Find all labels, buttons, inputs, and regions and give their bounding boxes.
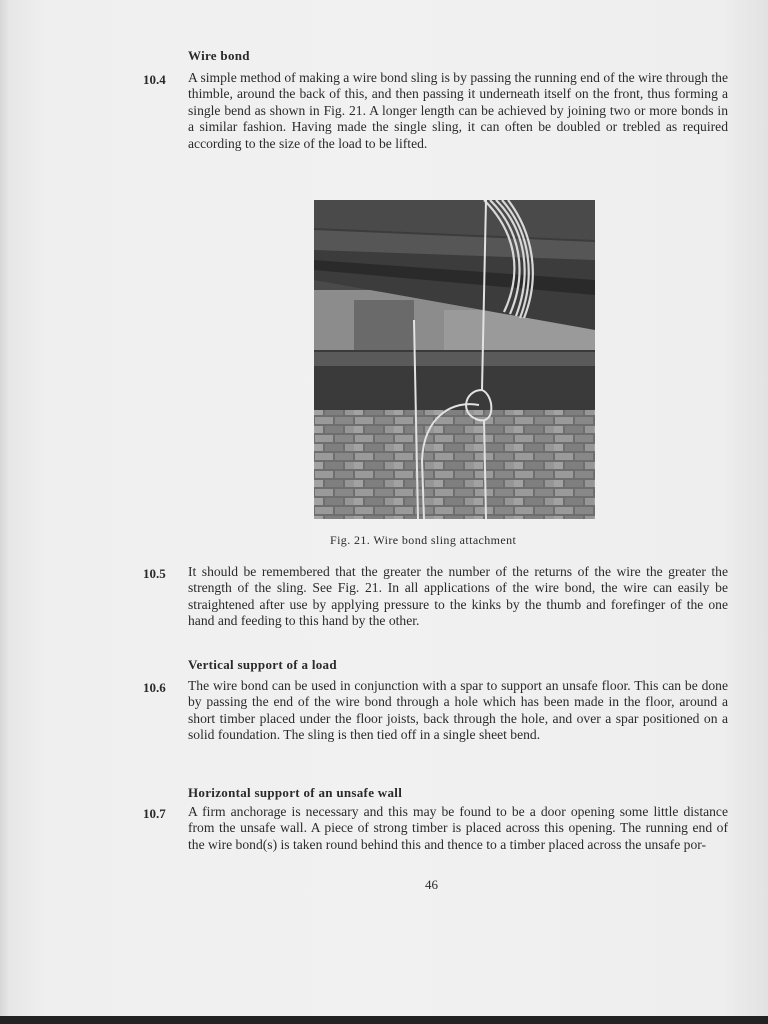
paragraph-text: The wire bond can be used in conjunction with a spar to support an unsafe floor. This can be done by passing the end of the wire bond through a hole which has been made in the floor, around a short timber placed under the floor joists, back through the hole, and over a spar positioned on a solid foundation. The sling is then tied off in a single sheet bend. xyxy=(188,678,728,743)
section-heading-wire-bond: Wire bond xyxy=(188,48,250,63)
paragraph-number: 10.6 xyxy=(143,680,166,695)
paragraph-text: A simple method of making a wire bond sling is by passing the running end of the wire through the thimble, around the back of this, and then passing it underneath itself on the front, thus forming a single bend as shown in Fig. 21. A longer length can be achieved by joining two or more bonds in a similar fashion. Having made the single sling, it can often be doubled or trebled as required according to the size of the load to be lifted. xyxy=(188,70,728,151)
section-heading-horizontal-support: Horizontal support of an unsafe wall xyxy=(188,785,403,800)
scan-bottom-edge xyxy=(0,1016,768,1024)
figure-photo xyxy=(314,200,595,519)
page-number: 46 xyxy=(425,877,438,892)
paragraph-number: 10.7 xyxy=(143,806,166,821)
wire-bond-photo xyxy=(314,200,595,519)
paragraph-number: 10.5 xyxy=(143,566,166,581)
paragraph-text: A firm anchorage is necessary and this may be found to be a door opening some little distance from the unsafe wall. A piece of strong timber is placed across this opening. The running end of the wire bond(s) is taken round behind this and thence to a timber placed across the unsafe por- xyxy=(188,804,728,852)
section-heading-vertical-support: Vertical support of a load xyxy=(188,657,337,672)
page-edge-shadow xyxy=(0,0,10,1024)
paragraph-text: It should be remembered that the greater the number of the returns of the wire the greater the strength of the sling. See Fig. 21. In all applications of the wire bond, the wire can easily be straightened after use by applying pressure to the kinks by the thumb and forefinger of the one hand and feeding to this hand by the other. xyxy=(188,564,728,629)
paragraph-number: 10.4 xyxy=(143,72,166,87)
figure-caption: Fig. 21. Wire bond sling attachment xyxy=(330,533,517,547)
